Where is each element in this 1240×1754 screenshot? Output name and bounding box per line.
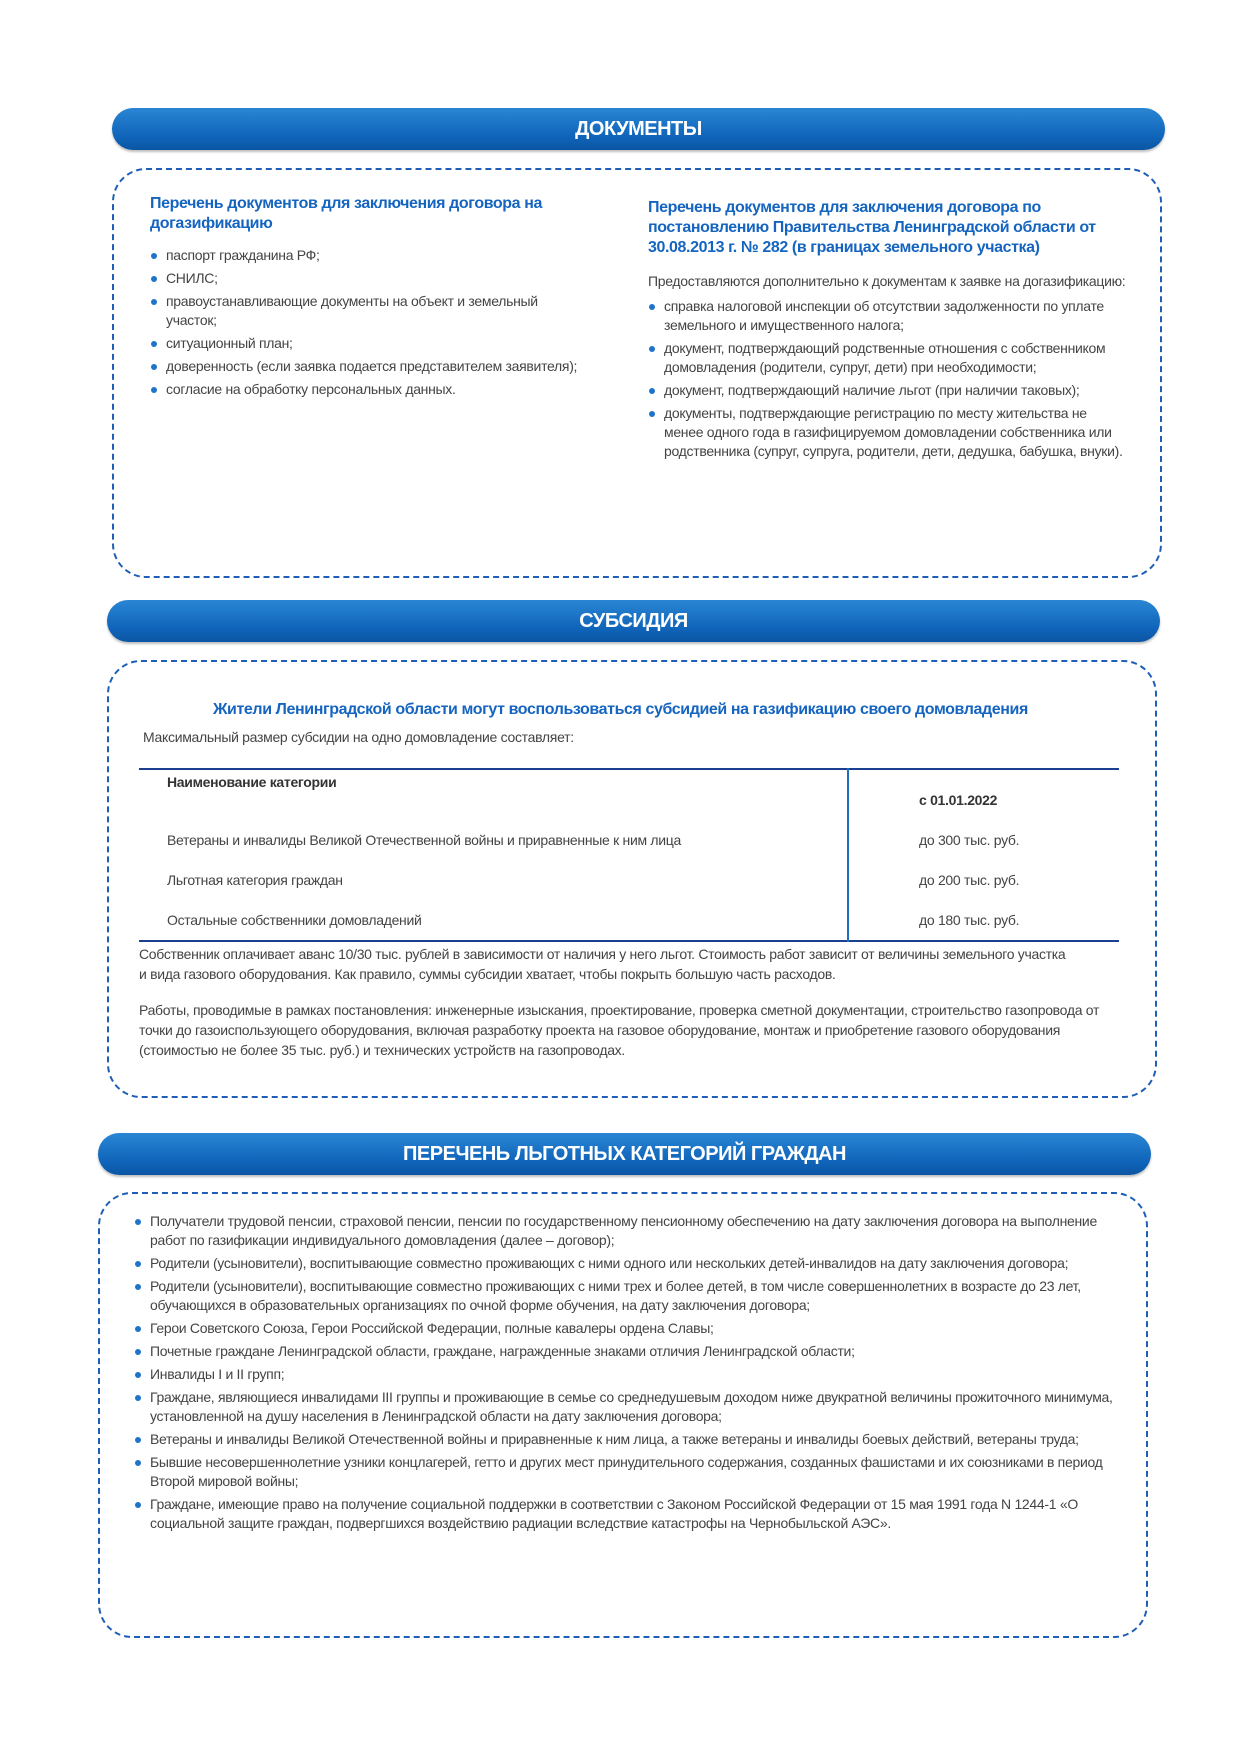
list-item: Бывшие несовершеннолетние узники концлагерей, гетто и других мест принудительного содержания, созданных фашистами и их союзниками в период Второй мировой войны; xyxy=(134,1453,1124,1491)
benefits-list xyxy=(134,1212,1124,1537)
table-cell-category: Остальные собственники домовладений xyxy=(167,912,422,928)
list-item: Инвалиды I и II групп; xyxy=(134,1365,1124,1384)
table-row xyxy=(139,900,1119,941)
table-cell-category: Льготная категория граждан xyxy=(167,872,343,888)
list-item: Почетные граждане Ленинградской области, граждане, награжденные знаками отличия Ленинградской области; xyxy=(134,1342,1124,1361)
list-item: правоустанавливающие документы на объект и земельный участок; xyxy=(150,292,590,330)
list-item: доверенность (если заявка подается представителем заявителя); xyxy=(150,357,590,376)
documents-left-column xyxy=(150,194,590,403)
subsidy-intro: Максимальный размер субсидии на одно домовладение составляет: xyxy=(143,729,574,745)
list-item: паспорт гражданина РФ; xyxy=(150,246,590,265)
documents-left-list xyxy=(150,246,590,399)
table-cell-amount: до 180 тыс. руб. xyxy=(848,900,1119,941)
subsidy-paragraph-works: Работы, проводимые в рамках постановления: инженерные изыскания, проектирование, проверка сметной документации, строительство газопровода от точки до газоиспользующего оборудования, включая разработку проекта на газовое оборудование, монтаж и приобретение газового оборудования (стоимостью не более 35 тыс. руб.) и технических устройств на газопроводах. xyxy=(139,1002,1100,1058)
list-item: документ, подтверждающий наличие льгот (при наличии таковых); xyxy=(648,381,1128,400)
table-cell-amount: до 200 тыс. руб. xyxy=(848,860,1119,900)
documents-right-heading: Перечень документов для заключения договора по постановлению Правительства Ленинградской области от 30.08.2013 г. № 282 (в границах земельного участка) xyxy=(648,199,1096,256)
list-item: Граждане, имеющие право на получение социальной поддержки в соответствии с Законом Российской Федерации от 15 мая 1991 года N 1244-1 «О социальной защите граждан, подвергшихся воздействию радиации вследствие катастрофы на Чернобыльской АЭС». xyxy=(134,1495,1124,1533)
list-item: Получатели трудовой пенсии, страховой пенсии, пенсии по государственному пенсионному обеспечению на дату заключения договора на выполнение работ по газификации индивидуального домовладения (далее – договор); xyxy=(134,1212,1124,1250)
list-item: справка налоговой инспекции об отсутствии задолженности по уплате земельного и имущественного налога; xyxy=(648,297,1128,335)
table-header-date: с 01.01.2022 xyxy=(848,769,1119,820)
table-row xyxy=(139,860,1119,900)
list-item: Граждане, являющиеся инвалидами III группы и проживающие в семье со среднедушевым доходом ниже двукратной величины прожиточного минимума, установленной на душу населения в Ленинградской области на дату заключения договора; xyxy=(134,1388,1124,1426)
section-header-benefits: ПЕРЕЧЕНЬ ЛЬГОТНЫХ КАТЕГОРИЙ ГРАЖДАН xyxy=(98,1133,1151,1175)
benefits-box xyxy=(98,1192,1148,1638)
list-item: Родители (усыновители), воспитывающие совместно проживающих с ними одного или нескольких детей-инвалидов на дату заключения договора; xyxy=(134,1254,1124,1273)
section-header-subsidy: СУБСИДИЯ xyxy=(107,600,1160,642)
table-row xyxy=(139,820,1119,860)
table-cell-amount: до 300 тыс. руб. xyxy=(848,820,1119,860)
table-cell-category: Ветераны и инвалиды Великой Отечественной войны и приравненные к ним лица xyxy=(167,832,681,848)
documents-left-heading: Перечень документов для заключения договора на догазификацию xyxy=(150,195,542,232)
table-header-category: Наименование категории xyxy=(167,774,337,790)
list-item: СНИЛС; xyxy=(150,269,590,288)
documents-right-list xyxy=(648,297,1128,461)
section-header-documents: ДОКУМЕНТЫ xyxy=(112,108,1165,150)
documents-right-column xyxy=(648,198,1128,465)
documents-right-intro: Предоставляются дополнительно к документам к заявке на догазификацию: xyxy=(648,273,1126,289)
list-item: Родители (усыновители), воспитывающие совместно проживающих с ними трех и более детей, в том числе совершеннолетних в возрасте до 23 лет, обучающихся в образовательных организациях по очной форме обучения, на дату заключения договора; xyxy=(134,1277,1124,1315)
list-item: Ветераны и инвалиды Великой Отечественной войны и приравненные к ним лица, а также ветераны и инвалиды боевых действий, ветераны труда; xyxy=(134,1430,1124,1449)
documents-box xyxy=(112,168,1162,578)
list-item: Герои Советского Союза, Герои Российской Федерации, полные кавалеры ордена Славы; xyxy=(134,1319,1124,1338)
list-item: ситуационный план; xyxy=(150,334,590,353)
list-item: документ, подтверждающий родственные отношения с собственником домовладения (родители, супруг, дети) при необходимости; xyxy=(648,339,1128,377)
subsidy-box xyxy=(107,660,1157,1098)
list-item: согласие на обработку персональных данных. xyxy=(150,380,590,399)
subsidy-table xyxy=(139,768,1119,942)
table-header-row xyxy=(139,769,1119,820)
subsidy-paragraph-advance: Собственник оплачивает аванс 10/30 тыс. рублей в зависимости от наличия у него льгот. Стоимость работ зависит от величины земельного участка и вида газового оборудования. Как правило, суммы субсидии хватает, чтобы покрыть большую часть расходов. xyxy=(139,946,1066,982)
subsidy-heading: Жители Ленинградской области могут воспользоваться субсидией на газификацию своего домовладения xyxy=(213,701,1028,718)
list-item: документы, подтверждающие регистрацию по месту жительства не менее одного года в газифицируемом домовладении собственника или родственника (супруг, супруга, родители, дети, дедушка, бабушка, внуки). xyxy=(648,404,1128,461)
